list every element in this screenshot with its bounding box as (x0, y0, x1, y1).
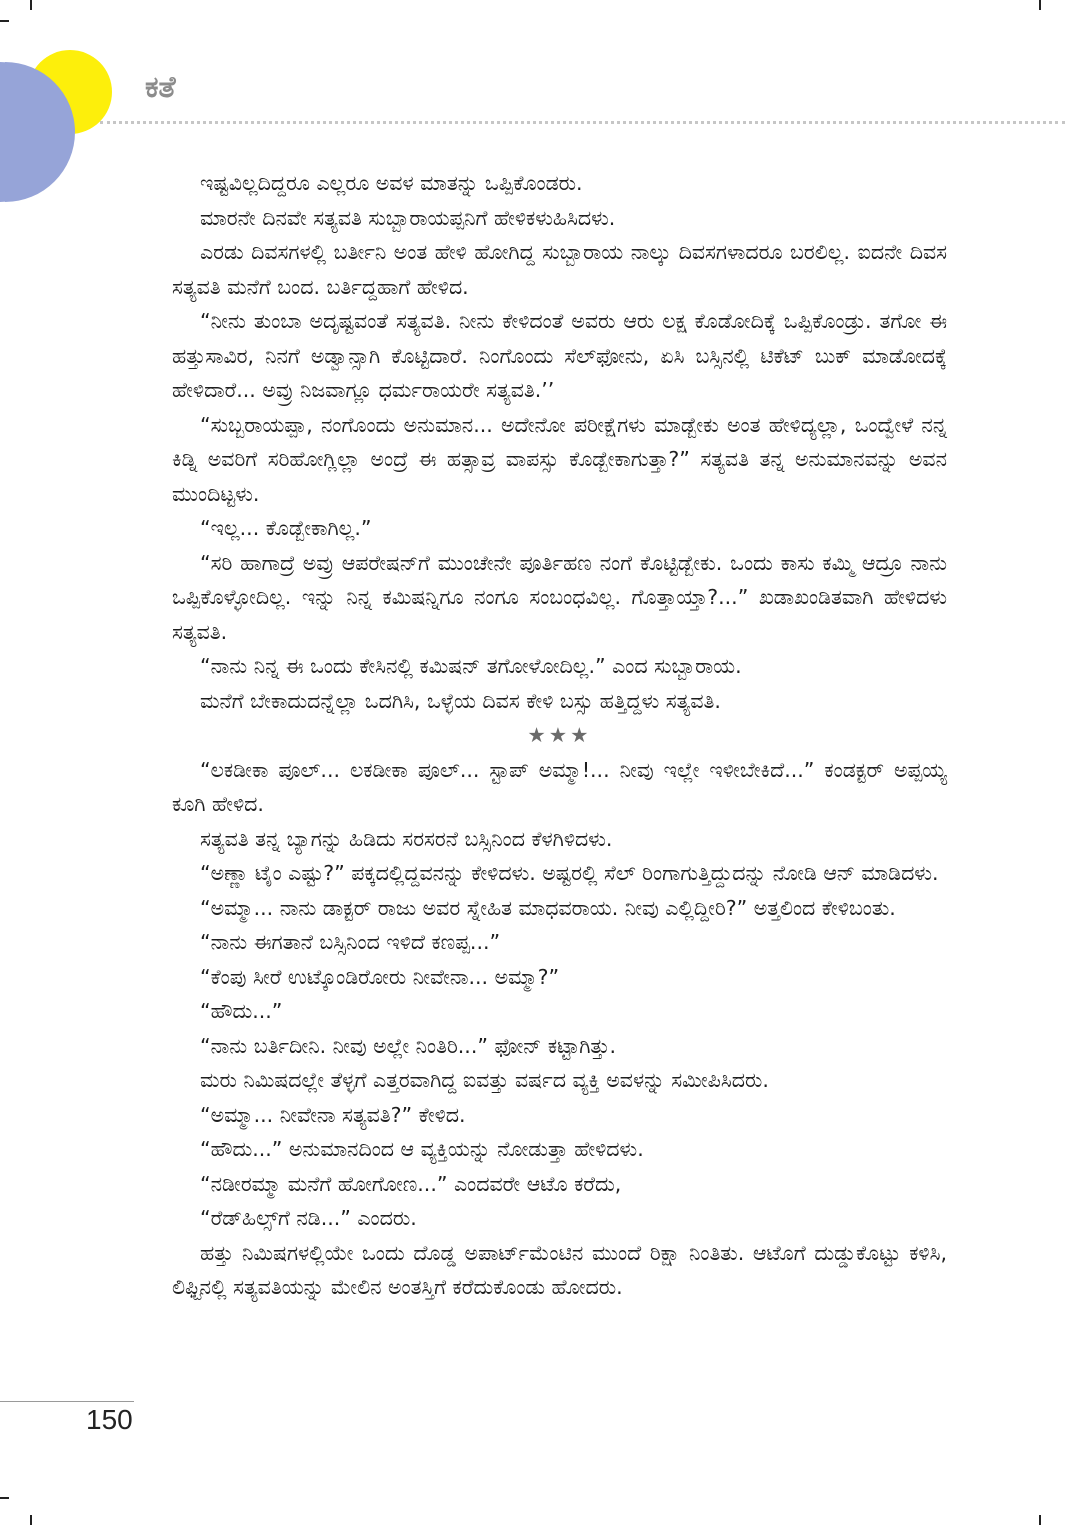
paragraph: ಮನೆಗೆ ಬೇಕಾದುದನ್ನೆಲ್ಲಾ ಒದಗಿಸಿ, ಒಳ್ಳೆಯ ದಿವಸ ಕೇಳಿ ಬಸ್ಸು ಹತ್ತಿದ್ದಳು ಸತ್ಯವತಿ. (200, 688, 721, 713)
paragraph: ಮರು ನಿಮಿಷದಲ್ಲೇ ತೆಳ್ಳಗೆ ಎತ್ತರವಾಗಿದ್ದ ಐವತ್ತು ವರ್ಷದ ವ್ಯಕ್ತಿ ಅವಳನ್ನು ಸಮೀಪಿಸಿದರು. (200, 1068, 769, 1092)
paragraph: “ಅಮ್ಮಾ... ನೀವೇನಾ ಸತ್ಯವತಿ?” ಕೇಳಿದ. (200, 1102, 466, 1127)
paragraph: “ಇಲ್ಲ... ಕೊಡ್ಬೇಕಾಗಿಲ್ಲ.” (200, 516, 372, 540)
section-separator: ★★★ (527, 723, 592, 747)
page-number-rule (0, 1401, 134, 1402)
crop-mark-top-right (1039, 0, 1041, 10)
paragraph: ಹತ್ತು ನಿಮಿಷಗಳಲ್ಲಿಯೇ ಒಂದು ದೊಡ್ಡ ಅಪಾರ್ಟ್‌ಮೆಂಟಿನ ಮುಂದೆ ರಿಕ್ಷಾ ನಿಂತಿತು. ಆಟೊಗೆ ದುಡ್ಡುಕೊಟ್ಟು ಕಳಿಸಿ, ಲಿಫ್ಟಿನಲ್ಲಿ ಸತ್ಯವತಿಯನ್ನು ಮೇಲಿನ ಅಂತಸ್ತಿಗೆ ಕರೆದುಕೊಂಡು ಹೋದರು. (172, 1240, 947, 1299)
paragraph: “ಹೌದು...” ಅನುಮಾನದಿಂದ ಆ ವ್ಯಕ್ತಿಯನ್ನು ನೋಡುತ್ತಾ ಹೇಳಿದಳು. (200, 1137, 644, 1161)
paragraph: “ನಡೀರಮ್ಮಾ ಮನೆಗೆ ಹೋಗೋಣ...” ಎಂದವರೇ ಆಟೊ ಕರೆದು, (200, 1171, 622, 1196)
crop-mark-left-lower (0, 1497, 9, 1499)
paragraph: “ಹೌದು...” (200, 999, 283, 1023)
paragraph: ಸತ್ಯವತಿ ತನ್ನ ಬ್ಯಾಗನ್ನು ಹಿಡಿದು ಸರಸರನೆ ಬಸ್ಸಿನಿಂದ ಕೆಳಗಿಳಿದಳು. (200, 826, 613, 851)
paragraph: ಎರಡು ದಿವಸಗಳಲ್ಲಿ ಬರ್ತೀನಿ ಅಂತ ಹೇಳಿ ಹೋಗಿದ್ದ ಸುಬ್ಬಾರಾಯ ನಾಲ್ಕು ದಿವಸಗಳಾದರೂ ಬರಲಿಲ್ಲ. ಐದನೇ ದಿವಸ ಸತ್ಯವತಿ ಮನೆಗೆ ಬಂದ. ಬರ್ತಿದ್ದಹಾಗೆ ಹೇಳಿದ. (172, 240, 947, 299)
paragraph: “ರೆಡ್‌ಹಿಲ್ಸ್‌ಗೆ ನಡಿ...” ಎಂದರು. (200, 1206, 417, 1230)
page-number: 150 (86, 1404, 133, 1435)
paragraph: “ಕೆಂಪು ಸೀರೆ ಉಟ್ಕೊಂಡಿರೋರು ನೀವೇನಾ... ಅಮ್ಮಾ?” (200, 964, 560, 989)
paragraph: “ನಾನು ಬರ್ತಿದೀನಿ. ನೀವು ಅಲ್ಲೇ ನಿಂತಿರಿ...” ಫೋನ್ ಕಟ್ಟಾಗಿತ್ತು. (200, 1033, 617, 1058)
paragraph: “ನೀನು ತುಂಬಾ ಅದೃಷ್ಟವಂತೆ ಸತ್ಯವತಿ. ನೀನು ಕೇಳಿದಂತೆ ಅವರು ಆರು ಲಕ್ಷ ಕೊಡೋದಿಕ್ಕೆ ಒಪ್ಪಿಕೊಂಡ್ರು. ತಗೋ ಈ ಹತ್ತುಸಾವಿರ, ನಿನಗೆ ಅಡ್ವಾನ್ಸಾಗಿ ಕೊಟ್ಟಿದಾರೆ. ನಿಂಗೊಂದು ಸೆಲ್‌ಫೋನು, ಏಸಿ ಬಸ್ಸಿನಲ್ಲಿ ಟಿಕೆಟ್ ಬುಕ್ ಮಾಡೋದಕ್ಕೆ ಹೇಳಿದಾರೆ... ಅವ್ರು ನಿಜವಾಗ್ಲೂ ಧರ್ಮರಾಯರೇ ಸತ್ಯವತಿ.’’ (172, 309, 947, 402)
paragraph: ಇಷ್ಟವಿಲ್ಲದಿದ್ದರೂ ಎಲ್ಲರೂ ಅವಳ ಮಾತನ್ನು ಒಪ್ಪಿಕೊಂಡರು. (200, 171, 583, 195)
crop-mark-bottom-right (1039, 1515, 1041, 1525)
paragraph: “ನಾನು ನಿನ್ನ ಈ ಒಂದು ಕೇಸಿನಲ್ಲಿ ಕಮಿಷನ್ ತಗೋಳೋದಿಲ್ಲ.” ಎಂದ ಸುಬ್ಬಾರಾಯ. (200, 654, 742, 678)
crop-mark-bottom-left (30, 1515, 32, 1525)
story-body (172, 166, 947, 1305)
paragraph: ಮಾರನೇ ದಿನವೇ ಸತ್ಯವತಿ ಸುಬ್ಬಾರಾಯಪ್ಪನಿಗೆ ಹೇಳಿಕಳುಹಿಸಿದಳು. (200, 205, 616, 230)
dotted-rule (100, 121, 1065, 124)
paragraph: “ಸುಬ್ಬರಾಯಪ್ಪಾ, ನಂಗೊಂದು ಅನುಮಾನ... ಅದೇನೋ ಪರೀಕ್ಷೆಗಳು ಮಾಡ್ಬೇಕು ಅಂತ ಹೇಳಿದ್ಯಲ್ಲಾ, ಒಂದ್ವೇಳೆ ನನ್ನ ಕಿಡ್ನಿ ಅವರಿಗೆ ಸರಿಹೋಗ್ಲಿಲ್ಲಾ ಅಂದ್ರೆ ಈ ಹತ್ಸಾವ್ರ ವಾಪಸ್ಸು ಕೊಡ್ಬೇಕಾಗುತ್ತಾ?” ಸತ್ಯವತಿ ತನ್ನ ಅನುಮಾನವನ್ನು ಅವನ ಮುಂದಿಟ್ಟಳು. (172, 412, 947, 506)
paragraph: “ಸರಿ ಹಾಗಾದ್ರೆ ಅವ್ರು ಆಪರೇಷನ್‌ಗೆ ಮುಂಚೇನೇ ಪೂರ್ತಿಹಣ ನಂಗೆ ಕೊಟ್ಟಿಡ್ಬೇಕು. ಒಂದು ಕಾಸು ಕಮ್ಮಿ ಆದ್ರೂ ನಾನು ಒಪ್ಪಿಕೊಳ್ಳೋದಿಲ್ಲ. ಇನ್ನು ನಿನ್ನ ಕಮಿಷನ್ನಿಗೂ ನಂಗೂ ಸಂಬಂಧವಿಲ್ಲ. ಗೊತ್ತಾಯ್ತಾ?...” ಖಡಾಖಂಡಿತವಾಗಿ ಹೇಳಿದಳು ಸತ್ಯವತಿ. (172, 550, 947, 644)
paragraph: “ನಾನು ಈಗತಾನೆ ಬಸ್ಸಿನಿಂದ ಇಳಿದೆ ಕಣಪ್ಪ...” (200, 930, 501, 954)
decorative-circles (0, 0, 140, 220)
paragraph: “ಲಕಡೀಕಾ ಪೂಲ್... ಲಕಡೀಕಾ ಪೂಲ್... ಸ್ಟಾಪ್ ಅಮ್ಮಾ!... ನೀವು ಇಲ್ಲೇ ಇಳೀಬೇಕಿದೆ...” ಕಂಡಕ್ಟರ್ ಅಪ್ಪಯ್ಯ ಕೂಗಿ ಹೇಳಿದ. (172, 757, 947, 816)
section-title: ಕತೆ (145, 70, 176, 105)
paragraph: “ಅಣ್ಣಾ ಟೈಂ ಎಷ್ಟು?” ಪಕ್ಕದಲ್ಲಿದ್ದವನನ್ನು ಕೇಳಿದಳು. ಅಷ್ಟರಲ್ಲಿ ಸೆಲ್ ರಿಂಗಾಗುತ್ತಿದ್ದುದನ್ನು ನೋಡಿ ಆನ್ ಮಾಡಿದಳು. (200, 861, 939, 885)
paragraph: “ಅಮ್ಮಾ... ನಾನು ಡಾಕ್ಟರ್ ರಾಜು ಅವರ ಸ್ನೇಹಿತ ಮಾಧವರಾಯ. ನೀವು ಎಲ್ಲಿದ್ದೀರಿ?” ಅತ್ತಲಿಂದ ಕೇಳಿಬಂತು. (200, 895, 896, 920)
